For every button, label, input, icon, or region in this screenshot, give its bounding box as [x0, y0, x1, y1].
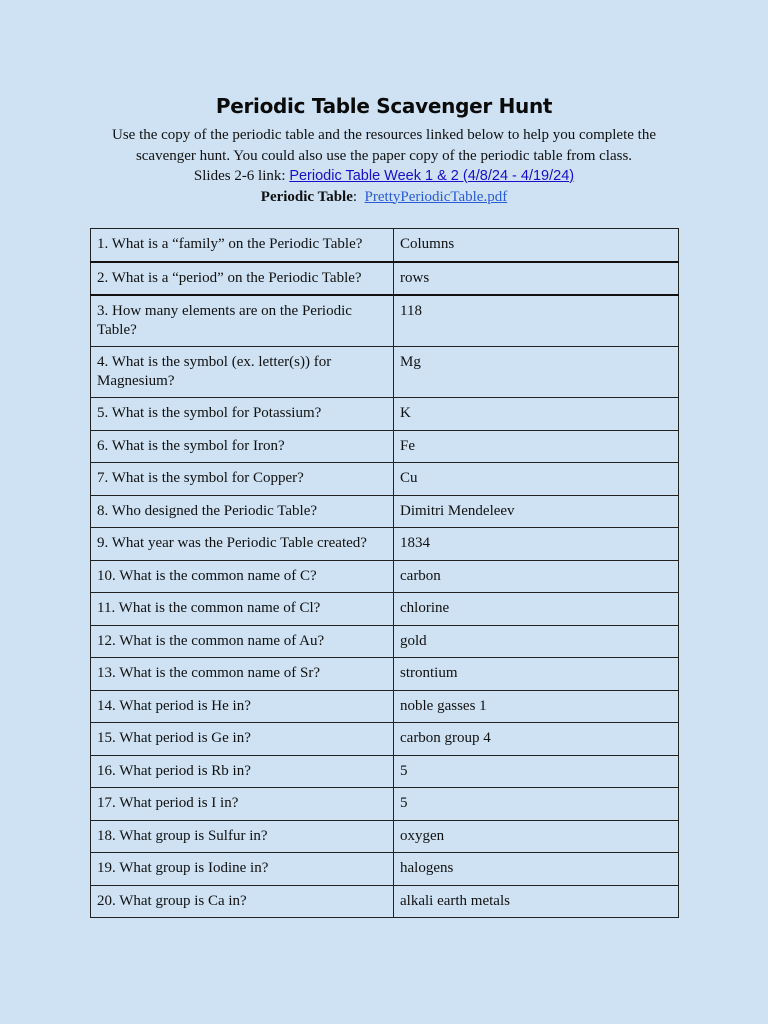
periodic-table-pdf-link[interactable]: PrettyPeriodicTable.pdf: [364, 188, 508, 205]
answer-cell[interactable]: noble gasses 1: [394, 690, 679, 723]
table-row: [91, 463, 679, 496]
answer-cell[interactable]: strontium: [394, 658, 679, 691]
question-cell: 15. What period is Ge in?: [91, 723, 394, 756]
question-cell: 19. What group is Iodine in?: [91, 853, 394, 886]
table-row: [91, 690, 679, 723]
answer-cell[interactable]: Dimitri Mendeleev: [394, 495, 679, 528]
table-row: [91, 885, 679, 918]
answer-cell[interactable]: chlorine: [394, 593, 679, 626]
answer-cell[interactable]: 5: [394, 788, 679, 821]
table-row: [91, 723, 679, 756]
answer-cell[interactable]: halogens: [394, 853, 679, 886]
table-row: [91, 625, 679, 658]
table-row: [91, 398, 679, 431]
answer-cell[interactable]: K: [394, 398, 679, 431]
slides-prefix: Slides 2-6 link:: [193, 168, 290, 184]
question-cell: 16. What period is Rb in?: [91, 755, 394, 788]
scavenger-hunt-table: [90, 228, 679, 918]
table-row: [91, 528, 679, 561]
table-row: [91, 560, 679, 593]
answer-cell[interactable]: 5: [394, 755, 679, 788]
answer-cell[interactable]: Fe: [394, 430, 679, 463]
question-cell: 8. Who designed the Periodic Table?: [91, 495, 394, 528]
table-row: [91, 788, 679, 821]
periodic-table-colon: :: [352, 188, 365, 205]
question-cell: 1. What is a “family” on the Periodic Table?: [91, 229, 394, 262]
intro-instructions: Use the copy of the periodic table and the resources linked below to help you complete the scavenger hunt. You could also use the paper copy of the periodic table from class.: [112, 127, 656, 164]
answer-cell[interactable]: 1834: [394, 528, 679, 561]
question-cell: 3. How many elements are on the Periodic Table?: [91, 295, 394, 347]
question-cell: 11. What is the common name of Cl?: [91, 593, 394, 626]
question-cell: 12. What is the common name of Au?: [91, 625, 394, 658]
intro-block: [96, 125, 672, 207]
table-row: [91, 755, 679, 788]
answer-cell[interactable]: alkali earth metals: [394, 885, 679, 918]
table-row: [91, 430, 679, 463]
answer-cell[interactable]: Mg: [394, 347, 679, 398]
table-row: [91, 853, 679, 886]
answer-cell[interactable]: carbon: [394, 560, 679, 593]
question-cell: 6. What is the symbol for Iron?: [91, 430, 394, 463]
question-cell: 13. What is the common name of Sr?: [91, 658, 394, 691]
periodic-table-line: [96, 187, 672, 208]
table-row: [91, 262, 679, 296]
answer-cell[interactable]: oxygen: [394, 820, 679, 853]
answer-cell[interactable]: rows: [394, 262, 679, 296]
table-row: [91, 495, 679, 528]
question-cell: 17. What period is I in?: [91, 788, 394, 821]
table-row: [91, 229, 679, 262]
answer-cell[interactable]: gold: [394, 625, 679, 658]
question-cell: 10. What is the common name of C?: [91, 560, 394, 593]
table-row: [91, 295, 679, 347]
table-body: [91, 229, 679, 918]
answer-cell[interactable]: carbon group 4: [394, 723, 679, 756]
page-title: Periodic Table Scavenger Hunt: [215, 94, 553, 118]
slides-link[interactable]: Periodic Table Week 1 & 2 (4/8/24 - 4/19/24): [289, 168, 575, 184]
question-cell: 5. What is the symbol for Potassium?: [91, 398, 394, 431]
table-row: [91, 347, 679, 398]
table-row: [91, 820, 679, 853]
answer-cell[interactable]: Columns: [394, 229, 679, 262]
slides-line: [96, 166, 672, 187]
table-row: [91, 593, 679, 626]
question-cell: 20. What group is Ca in?: [91, 885, 394, 918]
question-cell: 18. What group is Sulfur in?: [91, 820, 394, 853]
question-cell: 4. What is the symbol (ex. letter(s)) for Magnesium?: [91, 347, 394, 398]
question-cell: 9. What year was the Periodic Table created?: [91, 528, 394, 561]
question-cell: 7. What is the symbol for Copper?: [91, 463, 394, 496]
answer-cell[interactable]: Cu: [394, 463, 679, 496]
question-cell: 2. What is a “period” on the Periodic Table?: [91, 262, 394, 296]
table-row: [91, 658, 679, 691]
question-cell: 14. What period is He in?: [91, 690, 394, 723]
periodic-table-label: Periodic Table: [260, 188, 353, 205]
answer-cell[interactable]: 118: [394, 295, 679, 347]
